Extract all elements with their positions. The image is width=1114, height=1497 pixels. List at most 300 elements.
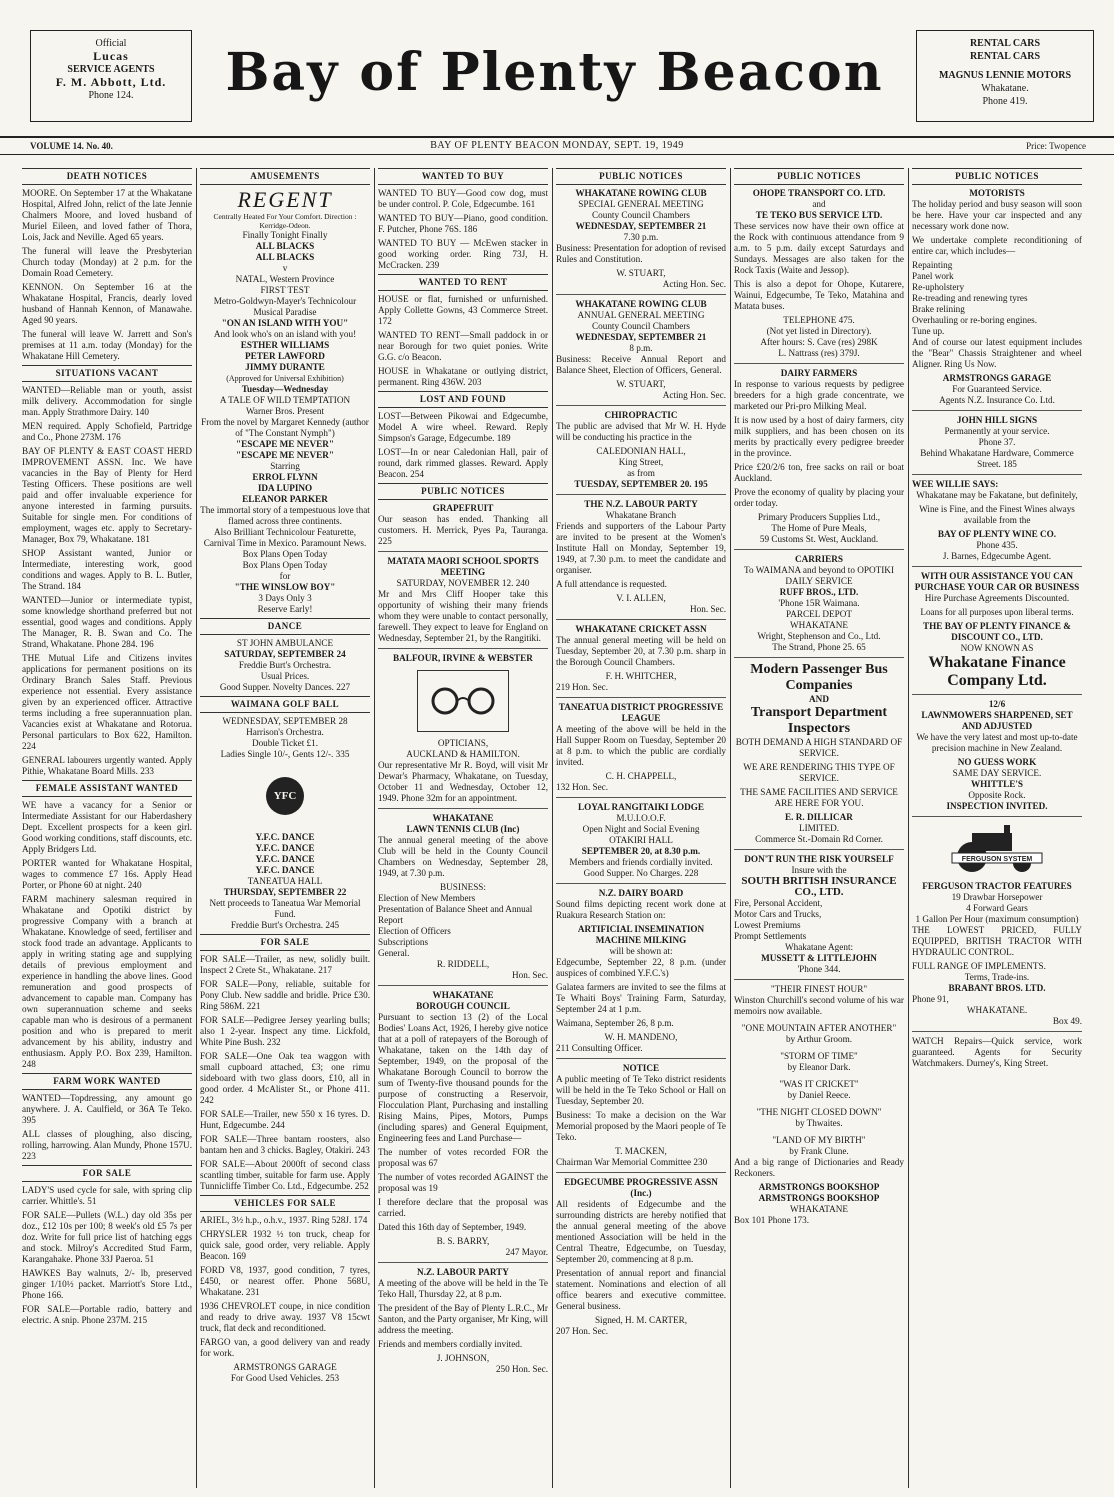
notice-text: Signed, H. M. CARTER, — [594, 1315, 688, 1325]
notice-title: DAIRY FARMERS — [780, 368, 858, 378]
ad-text: NATAL, Western Province — [235, 274, 335, 284]
ad-text: 1 Gallon Per Hour (maximum consumption) — [915, 914, 1079, 924]
classified-ad: WANTED—Topdressing, any amount go anywhere. J. A. Caulfield, or 36A Te Teko. 395 — [22, 1093, 192, 1125]
notice-title: N.Z. LABOUR PARTY — [417, 1267, 509, 1277]
section-heading: SITUATIONS VACANT — [22, 365, 192, 382]
notice-text: J. JOHNSON, — [436, 1353, 490, 1363]
ad-text: THURSDAY, SEPTEMBER 22 — [223, 887, 347, 897]
ad-text: SATURDAY, SEPTEMBER 24 — [224, 649, 346, 659]
book-title: "ONE MOUNTAIN AFTER ANOTHER" — [741, 1023, 897, 1033]
notice-title: BALFOUR, IRVINE & WEBSTER — [393, 653, 533, 663]
notice-text: V. I. ALLEN, — [616, 593, 666, 603]
ad-headline: WITH OUR ASSISTANCE YOU CAN PURCHASE YOUR CAR OR BUSINESS — [914, 571, 1080, 592]
classified-ad: MEN required. Apply Schofield, Partridge and Co., Phone 273M. 176 — [22, 421, 192, 442]
ad-text: Tune up. — [912, 326, 945, 336]
ad-text: Centrally Heated For Your Comfort. Direction : Kerridge-Odeon. — [213, 212, 357, 230]
column-5 — [734, 168, 904, 1488]
notice-title: WHAKATANE ROWING CLUB — [575, 188, 707, 198]
section-heading: PUBLIC NOTICES — [734, 168, 904, 185]
notice-text: Prove the economy of quality by placing your order today. — [734, 487, 904, 508]
classified-ad: SHOP Assistant wanted, Junior or Intermediate, interesting work, good conditions and wages. Apply to B. L. Butler, The Strand. 184 — [22, 548, 192, 591]
column-4 — [556, 168, 726, 1488]
notice-text: R. RIDDELL, — [436, 959, 490, 969]
ad-text: Usual Prices. — [260, 671, 310, 681]
masthead — [30, 30, 1094, 130]
section-heading: DEATH NOTICES — [22, 168, 192, 185]
notice-text: In response to various requests by pedigree breeders for a high grade concentrate, we marketed our Pri-pro Milking Meal. — [734, 379, 904, 411]
ad-headline: SOUTH BRITISH INSURANCE CO., LTD. — [741, 875, 897, 898]
ad-text: Panel work — [912, 271, 954, 281]
ad-text: Box Plans Open Today — [242, 549, 328, 559]
ad-text: INSPECTION INVITED. — [946, 801, 1048, 811]
classified-ad: GENERAL labourers urgently wanted. Apply Pithie, Whakatane Board Mills. 233 — [22, 755, 192, 776]
notice-text: DAILY SERVICE — [785, 576, 853, 586]
ad-text: Wine is Fine, and the Finest Wines always available from the — [919, 504, 1075, 525]
book-title: "WAS IT CRICKET" — [779, 1079, 859, 1089]
ad-text: RENTAL CARS — [969, 38, 1041, 49]
notice-text: It is now used by a host of dairy farmers, city milk suppliers, and has been chosen on its merits by practically every pedigree breeder in the province. — [734, 415, 904, 458]
notice-text: C. H. CHAPPELL, — [605, 771, 677, 781]
ad-headline: Transport Department Inspectors — [750, 705, 888, 736]
ad-text: Phone 91, — [912, 994, 949, 1004]
book-title: "THEIR FINEST HOUR" — [770, 984, 868, 994]
ad-text: for — [279, 571, 291, 581]
notice-text: This is also a depot for Ohope, Kutarere, Wainui, Edgecumbe, Te Teko, Matahina and Matata buses. — [734, 279, 904, 311]
notice-text: Business: Presentation for adoption of revised Rules and Constitution. — [556, 243, 726, 264]
ad-text: THE SAME FACILITIES AND SERVICE ARE HERE FOR YOU. — [740, 787, 898, 808]
ad-text: "ESCAPE ME NEVER" — [235, 450, 334, 460]
classified-ad: 1936 CHEVROLET coupe, in nice condition and ready to drive away. 1937 V8 15cwt truck, flat deck and reconditioned. — [200, 1301, 370, 1333]
notice-text: A meeting of the above will be held in the Hall Supper Room on Tuesday, September 20 at 8 p.m. to which the public are cordially invited. — [556, 724, 726, 767]
ad-text: For Good Used Vehicles. 253 — [230, 1373, 340, 1383]
ad-text: Y.F.C. DANCE — [255, 832, 315, 842]
ad-text: ARMSTRONGS GARAGE — [942, 373, 1052, 383]
dateline — [0, 136, 1114, 155]
notice-text: and — [812, 199, 826, 209]
ad-text: MUSSETT & LITTLEJOHN — [761, 953, 877, 963]
notice-text: Whakatane Branch — [605, 510, 677, 520]
ad-text: THE LOWEST PRICED, FULLY EQUIPPED, BRITISH TRACTOR WITH HYDRAULIC CONTROL. — [912, 925, 1082, 957]
notice-text: 207 Hon. Sec. — [556, 1326, 609, 1336]
section-heading: WANTED TO RENT — [378, 274, 548, 291]
notice-title: CARRIERS — [795, 554, 843, 564]
ad-text: Y.F.C. DANCE — [255, 854, 315, 864]
classified-ad: WANTED TO BUY—Piano, good condition. F. Putcher, Phone 76S. 186 — [378, 213, 548, 234]
notice-text: A public meeting of Te Teko district residents will be held in the Te Teko School or Hall on Tuesday, September 20. — [556, 1074, 726, 1106]
book-author: by Thwaites. — [795, 1118, 843, 1128]
ad-text: ALL BLACKS — [255, 241, 315, 251]
rental-ad-box — [916, 30, 1094, 122]
regent-title: REGENT — [237, 187, 333, 212]
ad-text: Whakatane may be Fakatane, but definitely, — [916, 490, 1078, 500]
notice-text: Good Supper. No Charges. 228 — [583, 868, 699, 878]
notice-title: N.Z. DAIRY BOARD — [598, 888, 684, 898]
book-author: by Arthur Groom. — [785, 1034, 853, 1044]
notice-text: WHAKATANE — [790, 620, 848, 630]
classified-ad: FOR SALE—Pedigree Jersey yearling bulls; also 1 2-year. Inspect any time. Lickfold, White Pine Bush. 232 — [200, 1015, 370, 1047]
ad-headline: LAWNMOWERS SHARPENED, SET AND ADJUSTED — [921, 710, 1073, 731]
classified-ad: FORD V8, 1937, good condition, 7 tyres, £450, or nearest offer. Phone 568U, Whakatane. 231 — [200, 1265, 370, 1297]
ad-text: Insure with the — [791, 865, 847, 875]
notice-text: W. STUART, — [616, 379, 666, 389]
notice-text: as from — [627, 468, 655, 478]
ad-text: And a big range of Dictionaries and Ready Reckoners. — [734, 1157, 904, 1178]
notice-text: The funeral will leave W. Jarrett and Son's premises at 11 a.m. today (Monday) for the Whakatane Hill Cemetery. — [22, 329, 192, 361]
notice-text: Presentation of annual report and financial statement. Nominations and election of all office bearers and executive committee. General business. — [556, 1268, 726, 1311]
price: Price: Twopence — [1026, 141, 1086, 151]
ad-text: NOW KNOWN AS — [960, 643, 1034, 653]
section-heading: FOR SALE — [200, 934, 370, 951]
classified-ad: WATCH Repairs—Quick service, work guaranteed. Agents for Security Watchmakers. Durney's, King Street. — [912, 1036, 1082, 1068]
book-author: by Frank Clune. — [789, 1146, 849, 1156]
notice-text: PARCEL DEPOT — [786, 609, 852, 619]
notice-text: OTAKIRI HALL — [609, 835, 673, 845]
classified-ad: CHRYSLER 1932 ½ ton truck, cheap for quick sale, good order, very reliable. Apply Beacon. 169 — [200, 1229, 370, 1261]
ad-text: SERVICE AGENTS — [67, 64, 155, 75]
ad-text: MAGNUS LENNIE MOTORS — [938, 70, 1072, 81]
notice-text: County Council Chambers — [592, 210, 690, 220]
notice-text: Waimana, September 26, 8 p.m. — [556, 1018, 674, 1028]
ad-text: "THE WINSLOW BOY" — [234, 582, 336, 592]
notice-text: (Not yet listed in Directory). — [766, 326, 872, 336]
ad-text: 19 Drawbar Horsepower — [951, 892, 1043, 902]
notice-title: WHAKATANE — [432, 813, 494, 823]
ad-text: Freddie Burt's Orchestra. 245 — [230, 920, 340, 930]
classified-ad: FOR SALE—Trailer, as new, solidly built. Inspect 2 Crete St., Whakatane. 217 — [200, 954, 370, 975]
ad-text: NO GUESS WORK — [957, 757, 1037, 767]
classified-ad: FARM machinery salesman required in Whakatane and Opotiki district by progressive Company with a branch at Whakatane. Knowledge of seed, fertiliser and stock food trade an advantage. Applicants to apply in writing stating age and supplying details of previous employment and experience in handling the above lines. Good remuneration and good prospects of advancement to capable man. Company has own superannuation scheme and seeks capable man who is desirous of a permanent position and who is prepared to merit advancement by his ability, industry and enthusiasm. Apply P.O. Box 239, Hamilton. 248 — [22, 894, 192, 1069]
notice-text: The annual general meeting will be held on Tuesday, September 20, at 7.30 p.m. sharp in the Borough Council Chambers. — [556, 635, 726, 667]
classified-ad: HOUSE or flat, furnished or unfurnished. Apply Collette Gowns, 43 Commerce Street. 172 — [378, 294, 548, 326]
notice-text: Edgecumbe, September 22, 8 p.m. (under auspices of combined Y.F.C.'s) — [556, 957, 726, 978]
ad-text: LIMITED. — [798, 823, 840, 833]
notice-text: Business: To make a decision on the War Memorial proposed by the Maori people of Te Teko. — [556, 1110, 726, 1142]
section-heading: PUBLIC NOTICES — [912, 168, 1082, 185]
ad-text: Opposite Rock. — [968, 790, 1026, 800]
notice-text: A meeting of the above will be held in the Te Teko Hall, Thursday 22, at 8 p.m. — [378, 1278, 548, 1299]
notice-text: F. H. WHITCHER, — [605, 671, 677, 681]
notice-text: All residents of Edgecumbe and the surrounding districts are hereby notified that the annual general meeting of the above mentioned Association will be held in the Central Theatre, Edgecumbe, on Tuesday, September 20, commencing at 8 p.m. — [556, 1199, 726, 1264]
ad-text: Lowest Premiums — [734, 920, 801, 930]
ad-text: PETER LAWFORD — [245, 351, 325, 361]
ad-text: ARMSTRONGS GARAGE — [233, 1362, 337, 1372]
notice-text: General. — [378, 948, 410, 958]
book-title: "LAND OF MY BIRTH" — [772, 1135, 866, 1145]
ad-text: AND — [809, 694, 829, 704]
notice-title: WHAKATANE — [432, 990, 494, 1000]
ad-text: For Guaranteed Service. — [952, 384, 1042, 394]
notice-text: W. STUART, — [616, 268, 666, 278]
ad-text: 4 Forward Gears — [966, 903, 1028, 913]
notice-text: BUSINESS: — [440, 882, 486, 892]
classified-ad: WE have a vacancy for a Senior or Intermediate Assistant for our Haberdashery Dept. Excellent prospects for a keen girl. Good working conditions, staff discounts, etc. Apply Bridgers Ltd. — [22, 800, 192, 854]
classified-ad: FARGO van, a good delivery van and ready for work. — [200, 1337, 370, 1358]
notice-text: Pursuant to section 13 (2) of the Local Bodies' Loans Act, 1926, I hereby give notice that at a poll of ratepayers of the Borough of Whakatane, taken on the 14th day of September, 1949, on the proposal of the Whakatane Borough Council to borrow the sum of Twenty-five thousand pounds for the purpose of constructing a Reservoir, Flocculation Plant, Purchasing and installing Rising Mains, Pipes, Motors, Pumps (including spares) and General Equipment, Engineering fees and Land Purchase— — [378, 1012, 548, 1143]
classified-ad: WANTED TO BUY—Good cow dog, must be under control. P. Cole, Edgecumbe. 161 — [378, 188, 548, 209]
ad-headline: Whakatane Finance Company Ltd. — [928, 654, 1066, 689]
notice-title: WHAKATANE CRICKET ASSN — [575, 624, 707, 634]
ad-text: Starring — [270, 461, 300, 471]
ad-text: ARMSTRONGS BOOKSHOP — [758, 1193, 880, 1203]
notice-title: LOYAL RANGITAIKI LODGE — [577, 802, 705, 812]
section-heading: VEHICLES FOR SALE — [200, 1195, 370, 1212]
ad-text: Prompt Settlements — [734, 931, 807, 941]
ad-text: Terms, Trade-ins. — [964, 972, 1030, 982]
notice-text: Our representative Mr R. Boyd, will visit Mr Dewar's Pharmacy, Whakatane, on Tuesday, October 11 and Wednesday, October 12, 1949. Phone 32m for an appointment. — [378, 760, 548, 803]
notice-text: The Strand, Phone 25. 65 — [772, 642, 866, 652]
notice-text: WEDNESDAY, SEPTEMBER 21 — [575, 332, 707, 342]
ad-text: Phone 435. — [976, 540, 1018, 550]
notice-title: NOTICE — [622, 1063, 660, 1073]
notice-text: Open Night and Social Evening — [582, 824, 700, 834]
book-author: by Daniel Reece. — [787, 1090, 851, 1100]
ad-text: The immortal story of a tempestuous love that flamed across three continents. — [200, 505, 370, 526]
ad-text: "ESCAPE ME NEVER" — [235, 439, 334, 449]
notice-text: Friends and supporters of the Labour Party are invited to be present at the Women's Institute Hall on Monday, September 19, 1949, at 7.30 p.m. to meet the candidate and organiser. — [556, 521, 726, 575]
ad-text: BRABANT BROS. LTD. — [948, 983, 1046, 993]
ad-text: The holiday period and busy season will soon be here. Have your car inspected and any necessary work done now. — [912, 199, 1082, 231]
ad-text: Phone 419. — [982, 96, 1028, 107]
notice-text: 211 Consulting Officer. — [556, 1043, 643, 1053]
ad-text: Y.F.C. DANCE — [255, 843, 315, 853]
notice-text: will be shown at: — [609, 946, 673, 956]
ad-text: Lucas — [93, 49, 129, 63]
ad-text: Warner Bros. Present — [245, 406, 325, 416]
ad-text: Double Ticket £1. — [251, 738, 319, 748]
ad-text: Hire Purchase Agreements Discounted. — [924, 593, 1070, 603]
section-heading: WAIMANA GOLF BALL — [200, 696, 370, 713]
notice-text: I therefore declare that the proposal was carried. — [378, 1197, 548, 1218]
tractor-icon — [942, 823, 1052, 875]
notice-text: M.U.I.O.O.F. — [616, 813, 666, 823]
notice-title: JOHN HILL SIGNS — [956, 415, 1038, 425]
notice-text: To WAIMANA and beyond to OPOTIKI — [744, 565, 894, 575]
notice-text: The annual general meeting of the above Club will be held in the County Council Chambers on Wednesday, September 28, 1949, at 7.30 p.m. — [378, 835, 548, 878]
ad-text: WE ARE RENDERING THIS TYPE OF SERVICE. — [743, 762, 895, 783]
classified-ad: PORTER wanted for Whakatane Hospital, wages to commence £7 16s. Apply Head Porter, or Phone 60 at night. 240 — [22, 858, 192, 890]
notice-text: Price £20/2/6 ton, free sacks on rail or boat Auckland. — [734, 462, 904, 483]
ad-text: Overhauling or re-boring engines. — [912, 315, 1038, 325]
notice-text: B. S. BARRY, — [436, 1236, 490, 1246]
notice-text: T. MACKEN, — [615, 1146, 667, 1156]
notice-text: 132 Hon. Sec. — [556, 782, 609, 792]
classified-ad: FOR SALE—Pullets (W.L.) day old 35s per doz., £12 10s per 100; 8 week's old £5 7s per doz. Write for full price list of hatching eggs and stock. Milroy's Accredited Stud Farm, Karangahake. Phone 33J Paeroa. 51 — [22, 1210, 192, 1264]
notice-text: 247 Mayor. — [505, 1247, 548, 1257]
classified-ad: BAY OF PLENTY & EAST COAST HERD IMPROVEMENT ASSN. Inc. We have vacancies in the Bay of Plenty for Herd Testing Officers. These positions are well paid and offer invaluable experience for anyone interested in farming pursuits. Suitable for single men. For conditions of employment, wages etc. apply to Secretary-Manager, Box 79, Whakatane. 181 — [22, 446, 192, 544]
notice-text: SEPTEMBER 20, at 8.30 p.m. — [581, 846, 701, 856]
notice-text: TELEPHONE 475. — [783, 315, 855, 325]
ad-text: Repainting — [912, 260, 953, 270]
ad-text: Box 49. — [1052, 1016, 1082, 1026]
notice-text: The public are advised that Mr W. H. Hyde will be conducting his practice in the — [556, 421, 726, 442]
ad-text: Winston Churchill's second volume of his war memoirs now available. — [734, 995, 904, 1016]
classified-ad: WANTED TO BUY — McEwen stacker in good working order. Ring 73J, H. McCracken. 239 — [378, 238, 548, 270]
ad-text: Y.F.C. DANCE — [255, 865, 315, 875]
classified-ad: WANTED—Reliable man or youth, assist milk delivery. Accommodation for single man. Apply Strathmore Dairy. 140 — [22, 385, 192, 417]
notice-title: WHAKATANE ROWING CLUB — [575, 299, 707, 309]
ad-text: Commerce St.-Domain Rd Corner. — [755, 834, 883, 844]
notice-text: These services now have their own office at the Rock with continuous attendance from 9 a.m. to 5 p.m. daily except Saturdays and Sundays. Messages are also taken for the Rock Taxis (Waite and Jessop). — [734, 221, 904, 275]
notice-text: County Council Chambers — [592, 321, 690, 331]
ad-text: Box Plans Open Today — [242, 560, 328, 570]
classified-ad: HAWKES Bay walnuts, 2/- lb, preserved ginger 1/10½ packet. Marriott's Store Ltd., Phone 166. — [22, 1268, 192, 1300]
ad-text: FULL RANGE OF IMPLEMENTS. — [912, 961, 1046, 971]
book-title: "STORM OF TIME" — [780, 1051, 858, 1061]
columns — [22, 168, 1092, 1488]
column-3 — [378, 168, 548, 1488]
notice-title: WEE WILLIE SAYS: — [912, 479, 999, 489]
notice-text: 59 Customs St. West, Auckland. — [759, 534, 879, 544]
notice-title: MATATA MAORI SCHOOL SPORTS MEETING — [387, 556, 539, 577]
notice-text: 7.30 p.m. — [623, 232, 659, 242]
notice-title: LAWN TENNIS CLUB (Inc) — [406, 824, 520, 834]
ad-text: Motor Cars and Trucks, — [734, 909, 822, 919]
section-heading: PUBLIC NOTICES — [378, 483, 548, 500]
notice-text: ARTIFICIAL INSEMINATION — [577, 924, 705, 934]
notice-title: MOTORISTS — [969, 188, 1025, 198]
ad-text: v — [282, 263, 288, 273]
ad-text: THE BAY OF PLENTY FINANCE & DISCOUNT CO., LTD. — [923, 621, 1071, 642]
notice-text: 8 p.m. — [629, 343, 653, 353]
classified-ad: THE Mutual Life and Citizens invites applications for permanent positions on its Ordinary Branch Sales Staff. Previous experience not essential. Every assistance given by an experienced officer. Attractive terms including a free superannuation plan. Vacancies exist at Whakatane and Rotorua. Personal particulars to Box 622, Hamilton. 224 — [22, 653, 192, 751]
section-heading: AMUSEMENTS — [200, 168, 370, 185]
classified-ad: FOR SALE—Pony, reliable, suitable for Pony Club. New saddle and bridle. Price £30. Ring 586M. 221 — [200, 979, 370, 1011]
ad-text: 3 Days Only 3 — [258, 593, 312, 603]
ad-text: Re-treading and renewing tyres — [912, 293, 1028, 303]
ad-text: E. R. DILLICAR — [785, 812, 853, 822]
notice-text: Hon. Sec. — [512, 970, 548, 980]
notice-title: OHOPE TRANSPORT CO. LTD. — [752, 188, 886, 198]
ad-text: Permanently at your service. — [944, 426, 1050, 436]
notice-text: 'Phone 15R Waimana. — [778, 598, 860, 608]
column-1 — [22, 168, 192, 1488]
ad-headline: FERGUSON TRACTOR FEATURES — [922, 881, 1072, 891]
notice-text: After hours: S. Cave (res) 298K — [760, 337, 878, 347]
ad-text: ESTHER WILLIAMS — [240, 340, 330, 350]
notice-text: The Home of Pure Meals, — [771, 523, 867, 533]
ad-text: F. M. Abbott, Ltd. — [55, 75, 167, 89]
ad-text: Nett proceeds to Taneatua War Memorial Fund. — [209, 898, 361, 919]
notice-text: Galatea farmers are invited to see the films at Te Whaiti Boys' Training Farm, Saturday, September 24 at 1 p.m. — [556, 982, 726, 1014]
ad-text: WHAKATANE. — [966, 1005, 1028, 1015]
notice-text: Members and friends cordially invited. — [569, 857, 713, 867]
classified-ad: FOR SALE—Portable radio, battery and electric. A snip. Phone 237M. 215 — [22, 1304, 192, 1325]
classified-ad: ARIEL, 3½ h.p., o.h.v., 1937. Ring 528J. 174 — [200, 1215, 368, 1225]
notice-text: Business: Receive Annual Report and Balance Sheet, Election of Officers, General. — [556, 354, 726, 375]
notice-text: Subscriptions — [378, 937, 429, 947]
notice-text: Primary Producers Supplies Ltd., — [757, 512, 881, 522]
notice-text: The number of votes recorded AGAINST the proposal was 19 — [378, 1172, 548, 1193]
notice-text: SATURDAY, NOVEMBER 12. 240 — [396, 578, 530, 588]
notice-text: AUCKLAND & HAMILTON. — [406, 749, 520, 759]
lucas-ad-box — [30, 30, 192, 122]
notice-text: Acting Hon. Sec. — [662, 390, 726, 400]
ad-text: RENTAL CARS — [969, 51, 1041, 62]
notice-text: W. H. MANDENO, — [604, 1032, 678, 1042]
ad-text: Good Supper. Novelty Dances. 227 — [219, 682, 351, 692]
notice-text: SPECIAL GENERAL MEETING — [578, 199, 704, 209]
notice-text: The president of the Bay of Plenty L.R.C., Mr Santon, and the Party organiser, Mr King, will address the meeting. — [378, 1303, 548, 1335]
section-heading: FEMALE ASSISTANT WANTED — [22, 780, 192, 797]
book-title: "THE NIGHT CLOSED DOWN" — [756, 1107, 882, 1117]
notice-text: 250 Hon. Sec. — [495, 1364, 548, 1374]
ad-text: SAME DAY SERVICE. — [952, 768, 1042, 778]
ad-text: Re-upholstery — [912, 282, 965, 292]
notice-title: TANEATUA DISTRICT PROGRESSIVE LEAGUE — [558, 702, 724, 723]
ad-text: From the novel by Margaret Kennedy (author of "The Constant Nymph") — [201, 417, 369, 438]
ad-text: "ON AN ISLAND WITH YOU" — [221, 318, 349, 328]
ad-text: A TALE OF WILD TEMPTATION — [219, 395, 351, 405]
ad-text: ALL BLACKS — [255, 252, 315, 262]
notice-text: Dated this 16th day of September, 1949. — [378, 1222, 527, 1232]
notice-title: GRAPEFRUIT — [432, 503, 494, 513]
notice-text: Acting Hon. Sec. — [662, 279, 726, 289]
ad-text: BOTH DEMAND A HIGH STANDARD OF SERVICE. — [735, 737, 903, 758]
ad-text: J. Barnes, Edgecumbe Agent. — [942, 551, 1052, 561]
ad-headline: DON'T RUN THE RISK YOURSELF — [744, 854, 894, 864]
ad-text: We undertake complete reconditioning of entire car, which includes— — [912, 235, 1082, 256]
ad-text: We have the very latest and most up-to-date precision machine in New Zealand. — [916, 732, 1078, 753]
issue-date: BAY OF PLENTY BEACON MONDAY, SEPT. 19, 1949 — [430, 140, 684, 151]
ferguson-logo-text: FERGUSON SYSTEM — [961, 856, 1033, 863]
notice-text: MOORE. On September 17 at the Whakatane Hospital, Alfred John, relict of the late Jennie Chalmers Moore, and loved husband of Muriel Eileen, and loved father of Thora, Lois, Jack and Neville. Aged 65 years. — [22, 188, 192, 242]
ad-headline: Modern Passenger Bus Companies — [750, 662, 888, 693]
ad-text: BAY OF PLENTY WINE CO. — [937, 529, 1057, 539]
ad-text: Brake relining — [912, 304, 965, 314]
notice-text: Mr and Mrs Cliff Hooper take this opportunity of wishing their many friends whom they were unable to contact personally, farewell. They expect to leave for England on Wednesday, September 21, by the Rangitiki. — [378, 589, 548, 643]
notice-text: Wright, Stephenson and Co., Ltd. — [757, 631, 881, 641]
ad-text: TANEATUA HALL — [247, 876, 323, 886]
section-heading: FOR SALE — [22, 1165, 192, 1182]
notice-text: The funeral will leave the Presbyterian Church today (Monday) at 2 p.m. for the Domain Road Cemetery. — [22, 246, 192, 278]
classified-ad: FOR SALE—Three bantam roosters, also bantam hen and 3 chicks. Bagley, Otakiri. 243 — [200, 1134, 370, 1155]
ad-text: Whakatane. — [981, 83, 1029, 94]
ad-text: JIMMY DURANTE — [245, 362, 325, 372]
classified-ad: LOST—In or near Caledonian Hall, pair of round, dark rimmed glasses. Reward. Apply Beacon. 254 — [378, 447, 548, 479]
ad-text: Reserve Early! — [257, 604, 313, 614]
notice-text: ANNUAL GENERAL MEETING — [577, 310, 705, 320]
notice-title: EDGECUMBE PROGRESSIVE ASSN (Inc.) — [564, 1177, 718, 1198]
classified-ad: WANTED—Junior or intermediate typist, some knowledge shorthand preferred but not essential, good wages and conditions. Apply The Manager, R. B. Swan and Co. The Strand, Whakatane. Phone 284. 196 — [22, 595, 192, 649]
ad-text: Phone 37. — [978, 437, 1016, 447]
classified-ad: WANTED TO RENT—Small paddock in or near Borough for two quiet ponies. Write G.G. c/o Beacon. — [378, 330, 548, 362]
classified-ad: HOUSE in Whakatane or outlying district, permanent. Ring 436W. 203 — [378, 366, 548, 387]
notice-text: Friends and members cordially invited. — [378, 1339, 523, 1349]
classified-ad: LOST—Between Pikowai and Edgecumbe, Model A wire wheel. Reward. Reply Simpson's Garage, Edgecumbe. 189 — [378, 411, 548, 443]
notice-text: KENNON. On September 16 at the Whakatane Hospital, Francis, dearly loved husband of Hannah Kennon, of Manawahe. Aged 90 years. — [22, 282, 192, 325]
ad-text: And look who's on an island with you! — [213, 329, 357, 339]
notice-text: TUESDAY, SEPTEMBER 20. 195 — [574, 479, 708, 489]
notice-text: Hon. Sec. — [690, 604, 726, 614]
notice-title: TE TEKO BUS SERVICE LTD. — [755, 210, 883, 220]
ad-text: Harrison's Orchestra. — [246, 727, 324, 737]
classified-ad: FOR SALE—One Oak tea waggon with small cupboard attached, £3; one rimu sideboard with two glass doors, £10, all in good order. 4 McAlister St., or Phone 411. 242 — [200, 1051, 370, 1105]
section-heading: FARM WORK WANTED — [22, 1073, 192, 1090]
classified-ad: LADY'S used cycle for sale, with spring clip carrier. Whittle's. 51 — [22, 1185, 192, 1206]
notice-title: BOROUGH COUNCIL — [416, 1001, 510, 1011]
ad-text: WHAKATANE — [790, 1204, 848, 1214]
classified-ad: FOR SALE—About 2000ft of second class scantling timber, suitable for farm use. Apply Tunnicliffe Timber Co. Ltd., Edgecumbe. 252 — [200, 1159, 370, 1191]
ad-text: ELEANOR PARKER — [242, 494, 328, 504]
section-heading: DANCE — [200, 618, 370, 635]
notice-text: Chairman War Memorial Committee 230 — [556, 1157, 708, 1167]
ad-text: FIRST TEST — [260, 285, 310, 295]
ad-text: Loans for all purposes upon liberal terms. — [920, 607, 1074, 617]
ad-text: IDA LUPINO — [257, 483, 313, 493]
notice-text: Election of Officers — [378, 926, 451, 936]
ad-text: Whakatane Agent: — [784, 942, 854, 952]
section-heading: WANTED TO BUY — [378, 168, 548, 185]
